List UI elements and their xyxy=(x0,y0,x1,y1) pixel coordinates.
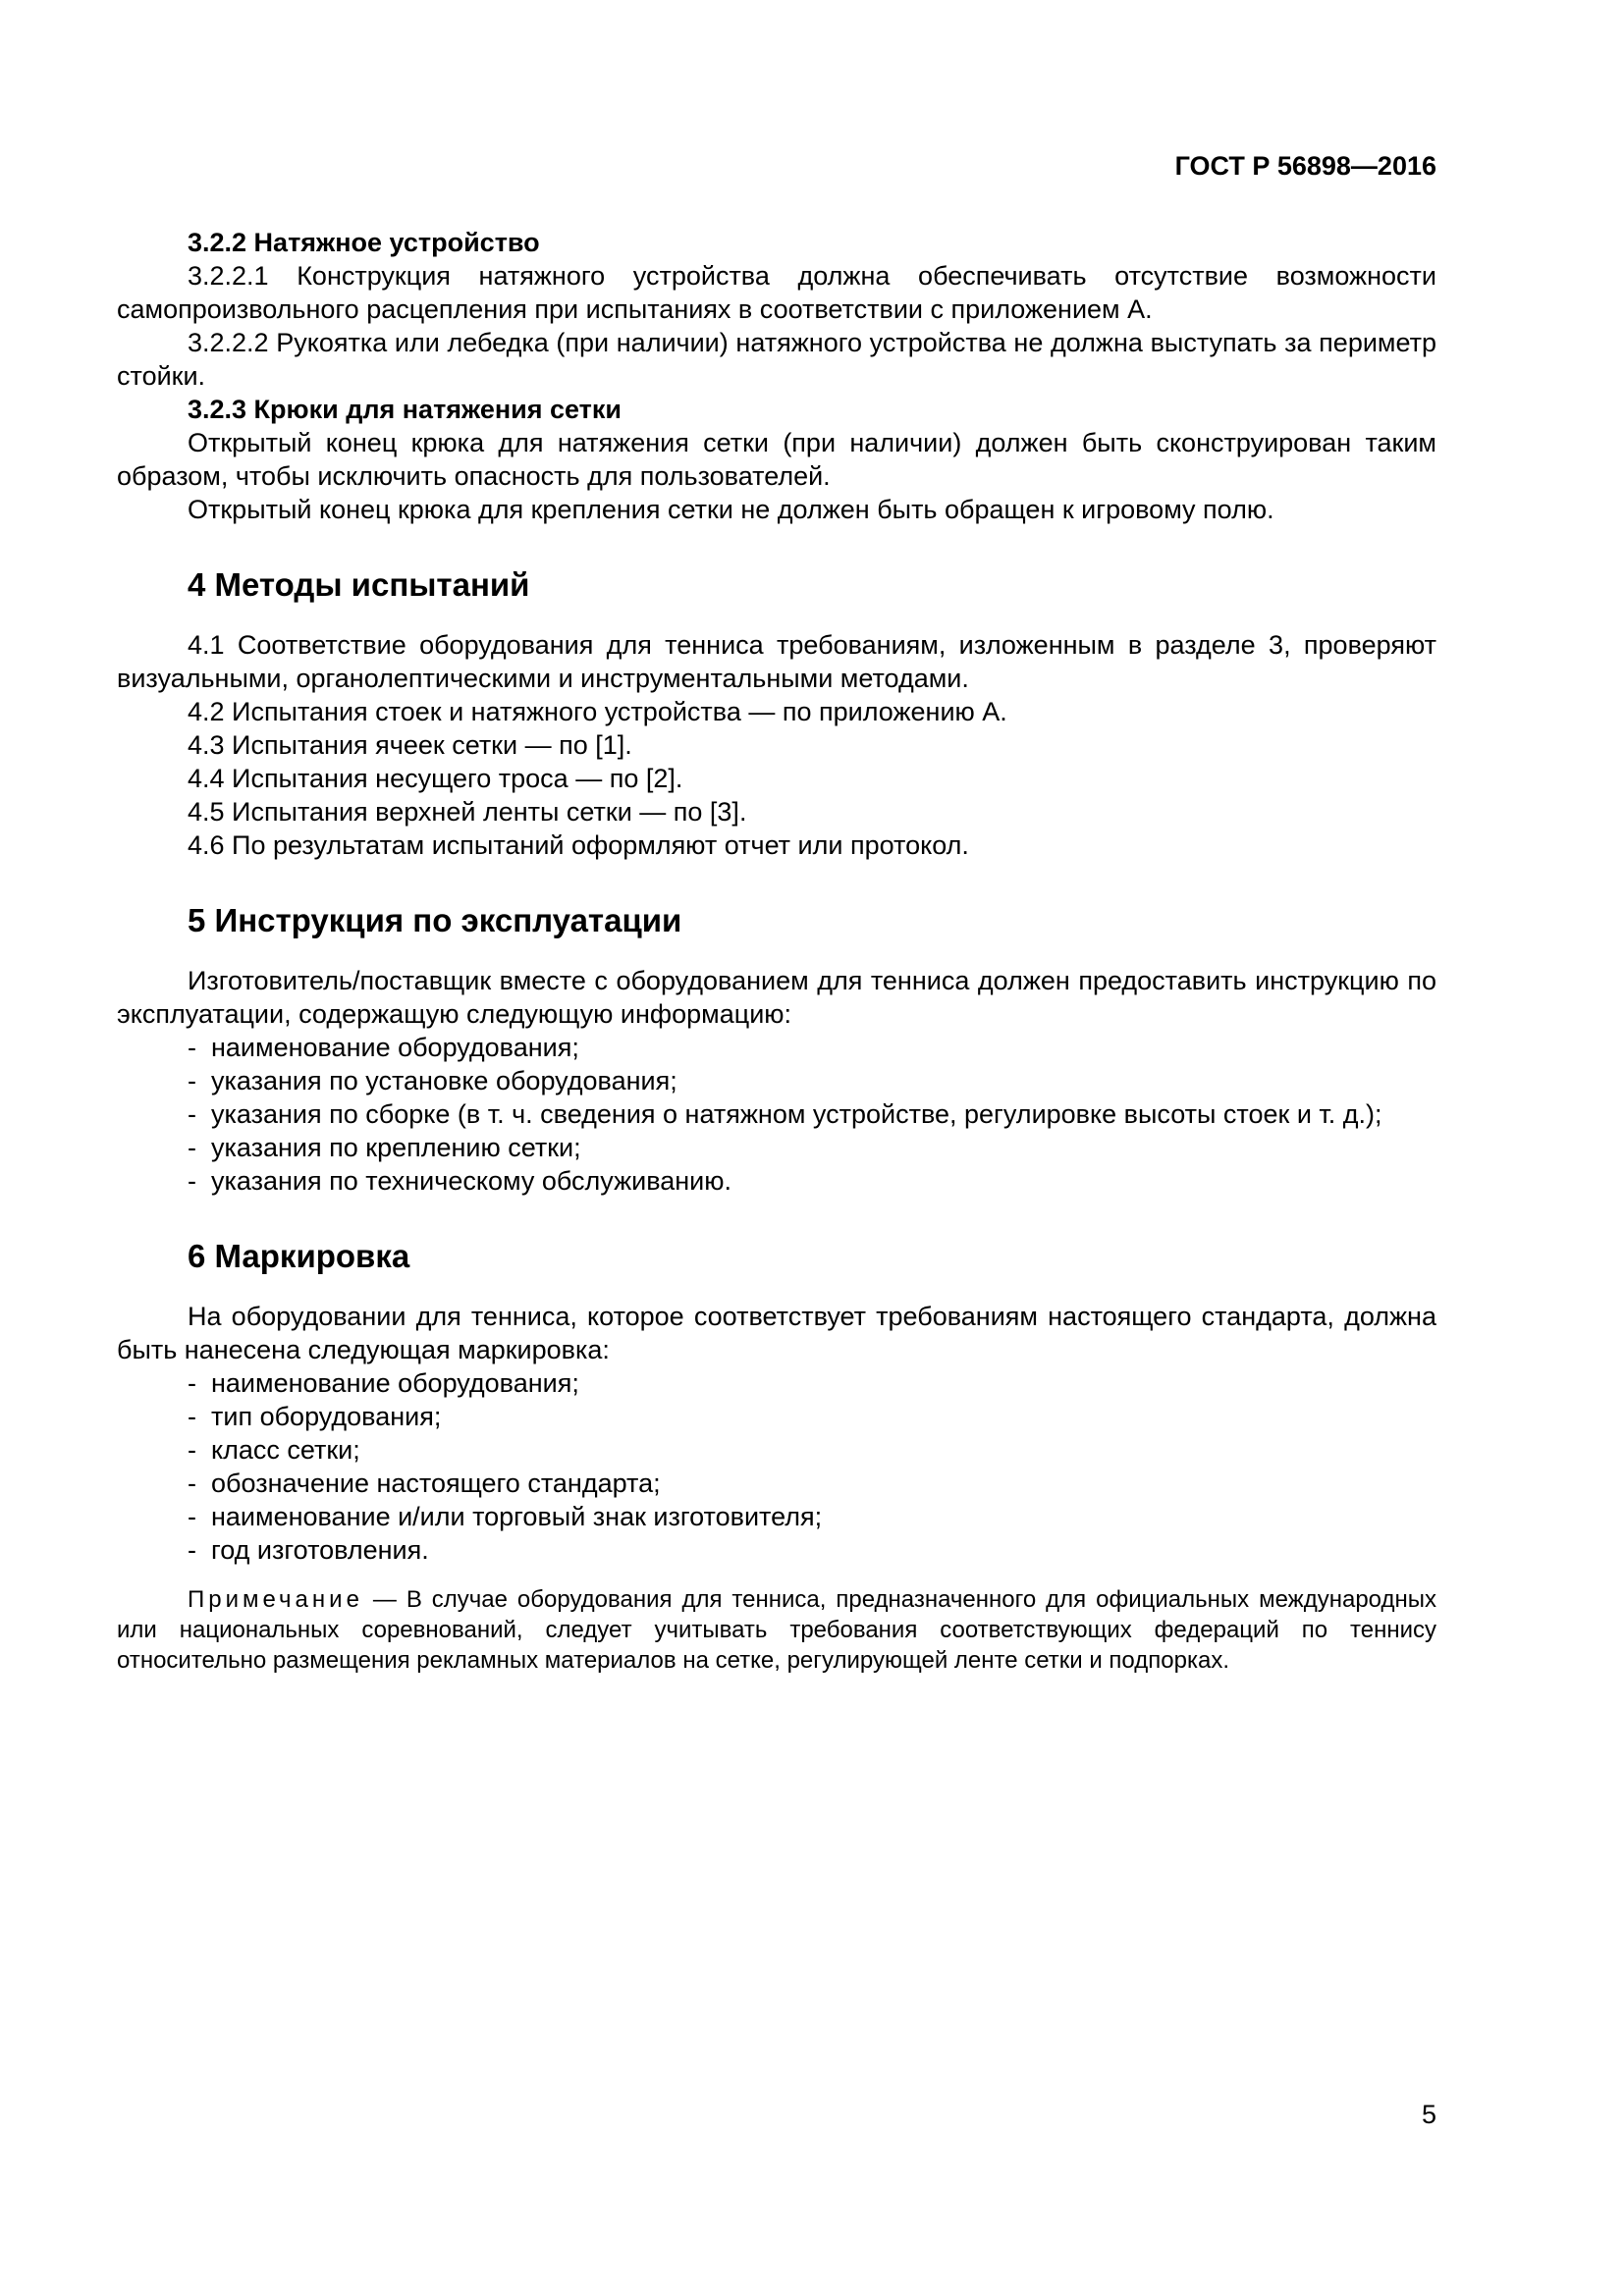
list-marker: - xyxy=(188,1066,196,1095)
list-item: - наименование оборудования; xyxy=(188,1368,579,1398)
note-label: Примечание xyxy=(188,1586,363,1613)
marking-list xyxy=(117,1366,1436,1567)
list-item: - указания по установке оборудования; xyxy=(188,1066,677,1095)
list-marker: - xyxy=(188,1468,196,1498)
paragraph-4-4: 4.4 Испытания несущего троса — по [2]. xyxy=(188,764,683,793)
list-item: - класс сетки; xyxy=(188,1435,360,1465)
instruction-list xyxy=(117,1031,1436,1198)
list-marker: - xyxy=(188,1402,196,1431)
list-marker: - xyxy=(188,1166,196,1196)
list-item: - тип оборудования; xyxy=(188,1402,442,1431)
paragraph-6-intro: На оборудовании для тенниса, которое соответствует требованиям настоящего стандарта, должна быть нанесена следующая маркировка: xyxy=(117,1302,1436,1364)
paragraph-3-2-2-1: 3.2.2.1 Конструкция натяжного устройства должна обеспечивать отсутствие возможности самопроизвольного расцепления при испытаниях в соответствии с приложением А. xyxy=(117,261,1436,324)
section-heading-5: 5 Инструкция по эксплуатации xyxy=(188,902,682,938)
paragraph-3-2-2-2: 3.2.2.2 Рукоятка или лебедка (при наличии) натяжного устройства не должна выступать за периметр стойки. xyxy=(117,328,1436,391)
paragraph-4-5: 4.5 Испытания верхней ленты сетки — по [3]. xyxy=(188,797,747,827)
list-item: - обозначение настоящего стандарта; xyxy=(188,1468,661,1498)
subsection-heading-3-2-3: 3.2.3 Крюки для натяжения сетки xyxy=(188,395,623,424)
list-marker: - xyxy=(188,1099,196,1129)
document-code: ГОСТ Р 56898—2016 xyxy=(1174,151,1436,181)
list-marker: - xyxy=(188,1502,196,1531)
paragraph-4-1: 4.1 Соответствие оборудования для тенниса требованиям, изложенным в разделе 3, проверяют визуальными, органолептическими и инструментальными методами. xyxy=(117,630,1436,693)
list-marker: - xyxy=(188,1033,196,1062)
list-item: - наименование и/или торговый знак изготовителя; xyxy=(188,1502,823,1531)
list-marker: - xyxy=(188,1435,196,1465)
note-text: — В случае оборудования для тенниса, предназначенного для официальных международных или национальных соревнований, следует учитывать требования соответствующих федераций по теннису относительно размещения рекламных материалов на сетке, регулирующей ленте сетки и подпорках. xyxy=(117,1586,1436,1674)
list-item: - указания по креплению сетки; xyxy=(188,1133,581,1162)
subsection-heading-3-2-2: 3.2.2 Натяжное устройство xyxy=(188,228,540,257)
list-item: - указания по сборке (в т. ч. сведения о натяжном устройстве, регулировке высоты стоек и т. д.); xyxy=(188,1099,1382,1129)
paragraph-3-2-3-1: Открытый конец крюка для натяжения сетки (при наличии) должен быть сконструирован таким образом, чтобы исключить опасность для пользователей. xyxy=(117,428,1436,491)
paragraph-4-6: 4.6 По результатам испытаний оформляют отчет или протокол. xyxy=(188,830,969,860)
list-marker: - xyxy=(188,1535,196,1565)
list-item: - указания по техническому обслуживанию. xyxy=(188,1166,732,1196)
paragraph-3-2-3-2: Открытый конец крюка для крепления сетки не должен быть обращен к игровому полю. xyxy=(188,495,1274,524)
note xyxy=(117,1584,1436,1676)
paragraph-5-intro: Изготовитель/поставщик вместе с оборудованием для тенниса должен предоставить инструкцию по эксплуатации, содержащую следующую информацию: xyxy=(117,966,1436,1029)
list-marker: - xyxy=(188,1133,196,1162)
paragraph-4-3: 4.3 Испытания ячеек сетки — по [1]. xyxy=(188,730,632,760)
page-body xyxy=(117,226,1436,1676)
paragraph-4-2: 4.2 Испытания стоек и натяжного устройства — по приложению А. xyxy=(188,697,1007,726)
list-marker: - xyxy=(188,1368,196,1398)
list-item: - год изготовления. xyxy=(188,1535,429,1565)
section-heading-4: 4 Методы испытаний xyxy=(188,566,530,603)
list-item: - наименование оборудования; xyxy=(188,1033,579,1062)
page-number: 5 xyxy=(1421,2100,1436,2129)
section-heading-6: 6 Маркировка xyxy=(188,1238,410,1274)
